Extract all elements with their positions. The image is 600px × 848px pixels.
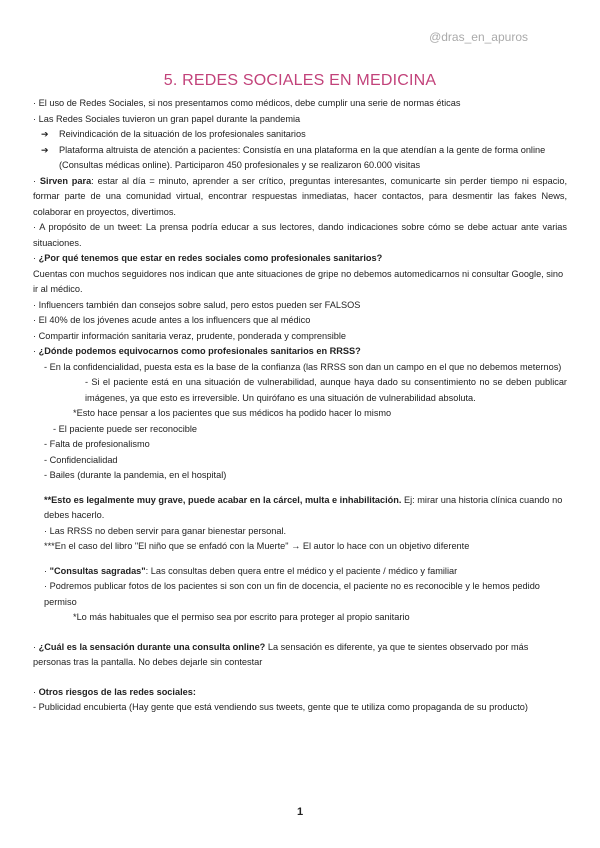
arrow-item: [33, 127, 567, 143]
paragraph: [33, 174, 567, 221]
list-item: - Confidencialidad: [44, 454, 118, 465]
paragraph: Cuentas con muchos seguidores nos indican que ante situaciones de gripe no debemos automedicarnos ni consultar Google, sino ir al médico.: [33, 268, 564, 294]
watermark: @dras_en_apuros: [429, 30, 528, 44]
bullet-dot: ·: [33, 686, 39, 697]
text: Ej: mirar una historia clínica cuando no debes hacerlo.: [44, 494, 563, 520]
paragraph: [33, 251, 567, 267]
paragraph: · El uso de Redes Sociales, si nos presentamos como médicos, debe cumplir una serie de normas éticas: [33, 98, 461, 108]
page-number: 1: [296, 806, 304, 818]
paragraph: ***En el caso del libro "El niño que se enfadó con la Muerte" → El autor lo hace con un objetivo diferente: [44, 541, 470, 551]
bullet-dot: ·: [33, 641, 39, 652]
page-title: 5. REDES SOCIALES EN MEDICINA: [163, 72, 437, 89]
bold-label: Sirven para: [39, 175, 92, 186]
paragraph: [33, 564, 567, 580]
bullet-dot: ·: [33, 175, 40, 186]
list-item: - Si el paciente está en una situación de vulnerabilidad, aunque haya dado su consentimiento no se deben publicar imágenes, ya que esto es irreversible. Un quirófano es una situación de vulnerabilidad absoluta.: [85, 377, 567, 403]
paragraph: [33, 344, 567, 360]
paragraph: [33, 640, 567, 671]
text: La sensación es diferente, ya que te sientes observado por más personas tras la pantalla. No debes dejarle sin contestar: [33, 641, 529, 667]
arrow-icon: ➔: [41, 129, 49, 139]
paragraph: · Compartir información sanitaria veraz, prudente, ponderada y comprensible: [33, 330, 347, 341]
bold-question: ¿Por qué tenemos que estar en redes sociales como profesionales sanitarios?: [38, 253, 383, 263]
bullet-dot: ·: [33, 253, 39, 263]
arrow-item-text: Plataforma altruista de atención a pacientes: Consistía en una plataforma en la que atendían a la gente de forma online (Consultas médicas online). Participaron 450 profesionales y se realizaron 60.000 visitas: [59, 144, 546, 170]
list-item: - Falta de profesionalismo: [44, 439, 150, 449]
paragraph: [33, 685, 567, 701]
bold-label: "Consultas sagradas": [49, 565, 146, 576]
section-heading: Otros riesgos de las redes sociales:: [38, 686, 196, 697]
paragraph: · Las RRSS no deben servir para ganar bienestar personal.: [44, 525, 287, 536]
bold-question: ¿Cuál es la sensación durante una consulta online?: [38, 641, 266, 652]
bold-question: ¿Dónde podemos equivocarnos como profesionales sanitarios en RRSS?: [38, 346, 361, 356]
paragraph: · Podremos publicar fotos de los pacientes si son con un fin de docencia, el paciente no es reconocible y le hemos pedido permiso: [44, 581, 540, 607]
arrow-item: [33, 143, 567, 174]
text: : Las consultas deben quera entre el médico y el paciente / médico y familiar: [145, 565, 458, 576]
paragraph: · El 40% de los jóvenes acude antes a los influencers que al médico: [33, 315, 311, 325]
bullet-dot: ·: [44, 565, 50, 576]
paragraph: · Influencers también dan consejos sobre salud, pero estos pueden ser FALSOS: [33, 299, 361, 310]
paragraph: · Las Redes Sociales tuvieron un gran papel durante la pandemia: [33, 113, 301, 124]
document-body: [33, 96, 567, 716]
list-item: - En la confidencialidad, puesta esta es la base de la confianza (las RRSS son dan un campo en el que no debemos meternos): [44, 361, 562, 372]
text: : estar al día = minuto, aprender a ser crítico, preguntas interesantes, comunicarte sin perder tiempo ni espacio, formar parte de una comunidad virtual, encontrar respuestas inmediatas, hacer contactos, para desmentir las fakes News, colaborar en proyectos, divertimos.: [33, 175, 568, 217]
list-item: - El paciente puede ser reconocible: [53, 423, 198, 434]
paragraph: [33, 493, 567, 524]
bold-warning: **Esto es legalmente muy grave, puede acabar en la cárcel, multa e inhabilitación.: [44, 494, 402, 505]
list-item: - Publicidad encubierta (Hay gente que está vendiendo sus tweets, gente que te utiliza como propaganda de su producto): [33, 702, 528, 712]
list-item: - Bailes (durante la pandemia, en el hospital): [44, 470, 227, 480]
note: *Esto hace pensar a los pacientes que sus médicos ha podido hacer lo mismo: [73, 408, 392, 418]
arrow-icon: ➔: [41, 144, 49, 155]
bullet-dot: ·: [33, 346, 39, 356]
note: *Lo más habituales que el permiso sea por escrito para proteger al propio sanitario: [73, 612, 410, 622]
paragraph: · A propósito de un tweet: La prensa podría educar a sus lectores, dando indicaciones sobre cómo se debe actuar ante varias situaciones.: [33, 222, 567, 248]
arrow-item-text: Reivindicación de la situación de los profesionales sanitarios: [59, 129, 306, 139]
